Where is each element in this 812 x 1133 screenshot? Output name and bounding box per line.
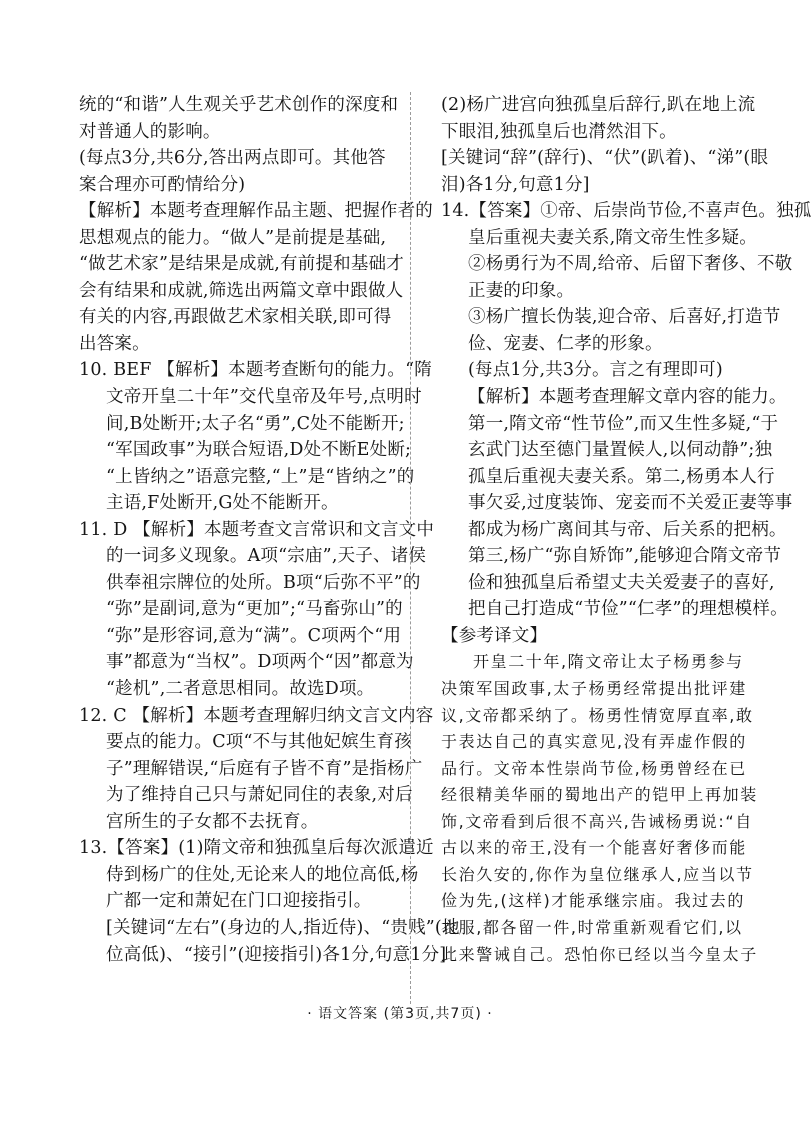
- keyword-line: [关键词“辞”(辞行)、“伏”(趴着)、“涕”(眼: [441, 148, 769, 169]
- translation-line: 古以来的帝王,没有一个能喜好奢侈而能: [441, 838, 747, 858]
- text-line: 对普通人的影响。: [79, 121, 221, 142]
- text-line: 出答案。: [79, 333, 150, 354]
- text-line: 俭和独孤皇后希望丈夫关爱妻子的喜好,: [468, 572, 775, 593]
- translation-line: 长治久安的,你作为皇位继承人,应当以节: [441, 864, 754, 884]
- text-line: 主语,F处断开,G处不能断开。: [106, 493, 339, 514]
- text-line: 间,B处断开;太子名“勇”,C处不能断开;: [106, 413, 405, 434]
- text-line: 第三,杨广“弥自矫饰”,能够迎合隋文帝节: [468, 546, 782, 567]
- text-line: 子”理解错误,“后庭有子皆不育”是指杨广: [106, 758, 423, 779]
- translation-line: 决策军国政事,太子杨勇经常提出批评建: [441, 679, 747, 699]
- question-10-line: 10. BEF 【解析】本题考查断句的能力。“隋: [79, 360, 432, 381]
- text-line: 宫所生的子女都不去抚育。: [106, 811, 319, 832]
- text-line: 统的“和谐”人生观关乎艺术创作的深度和: [79, 95, 399, 115]
- question-11-line: 11. D 【解析】本题考查文言常识和文言文中: [79, 519, 435, 540]
- text-line: 会有结果和成就,筛选出两篇文章中跟做人: [79, 280, 404, 301]
- keyword-line: 泪)各1分,句意1分]: [441, 174, 590, 195]
- text-line: 都成为杨广离间其与帝、后关系的把柄。: [468, 519, 787, 540]
- text-line: “趁机”,二者意思相同。故选D项。: [106, 679, 375, 700]
- question-12-line: 12. C 【解析】本题考查理解归纳文言文内容: [79, 705, 434, 726]
- translation-heading: 【参考译文】: [441, 625, 548, 646]
- translation-line: 议,文帝都采纳了。杨勇性情宽厚直率,敢: [441, 705, 754, 725]
- translation-line: 俭为先,(这样)才能承继宗庙。我过去的: [441, 891, 745, 911]
- column-divider: [410, 92, 411, 1004]
- text-line: 思想观点的能力。“做人”是前提是基础,: [79, 227, 387, 248]
- left-column: [79, 92, 460, 968]
- text-line: 的一词多义现象。A项“宗庙”,天子、诸侯: [106, 546, 427, 567]
- text-line: 把自己打造成“节俭”“仁孝”的理想模样。: [468, 599, 788, 620]
- text-line: 事欠妥,过度装饰、宠妾而不关爱正妻等事: [468, 493, 793, 514]
- text-line: “上皆纳之”语意完整,“上”是“皆纳之”的: [106, 466, 415, 487]
- analysis-line: 【解析】本题考查理解作品主题、把握作者的: [79, 201, 433, 222]
- text-line: 第一,隋文帝“性节俭”,而又生性多疑,“于: [468, 413, 779, 434]
- text-line: (每点3分,共6分,答出两点即可。其他答: [79, 148, 386, 169]
- translation-line: 开皇二十年,隋文帝让太子杨勇参与: [473, 652, 744, 672]
- text-line: 正妻的印象。: [468, 280, 575, 301]
- text-line: 供奉祖宗牌位的处所。B项“后弥不平”的: [106, 572, 421, 593]
- text-line: 皇后重视夫妻关系,隋文帝生性多疑。: [468, 227, 757, 248]
- text-line: 广都一定和萧妃在门口迎接指引。: [106, 891, 372, 912]
- text-line: 侍到杨广的住处,无论来人的地位高低,杨: [106, 864, 419, 885]
- text-line: “弥”是副词,意为“更加”;“马畜弥山”的: [106, 599, 403, 620]
- text-line: 玄武门达至德门量置候人,以伺动静”;独: [468, 440, 773, 461]
- text-line: 下眼泪,独孤皇后也潸然泪下。: [441, 121, 677, 142]
- text-line: “弥”是形容词,意为“满”。C项两个“用: [106, 625, 402, 646]
- translation-line: 经很精美华丽的蜀地出产的铠甲上再加装: [441, 785, 758, 805]
- text-line: 为了维持自己只与萧妃同住的表象,对后: [106, 785, 413, 806]
- keyword-line: [关键词“左右”(身边的人,指近侍)、“贵贱”(地: [106, 917, 460, 938]
- text-line: “军国政事”为联合短语,D处不断E处断;: [106, 440, 412, 461]
- text-line: 案合理亦可酌情给分): [79, 174, 246, 195]
- translation-line: 于表达自己的真实意见,没有弄虚作假的: [441, 732, 747, 752]
- text-line: 事”都意为“当权”。D项两个“因”都意为: [106, 652, 414, 673]
- translation-line: 品行。文帝本性崇尚节俭,杨勇曾经在已: [441, 758, 747, 778]
- text-line: 俭、宠妻、仁孝的形象。: [468, 333, 663, 354]
- text-line: 文帝开皇二十年”交代皇帝及年号,点明时: [106, 387, 422, 408]
- translation-line: 此来警诫自己。恐怕你已经以当今皇太子: [441, 944, 758, 964]
- translation-line: 衣服,都各留一件,时常重新观看它们,以: [441, 917, 743, 937]
- right-column: [441, 92, 812, 968]
- translation-line: 饰,文帝看到后很不高兴,告诫杨勇说:“自: [441, 811, 753, 831]
- question-14-line: 14.【答案】①帝、后崇尚节俭,不喜声色。独孤: [441, 201, 812, 222]
- text-line: ③杨广擅长伪装,迎合帝、后喜好,打造节: [468, 307, 781, 328]
- reference-translation: [441, 649, 763, 968]
- text-line: 要点的能力。C项“不与其他妃嫔生育孩: [106, 732, 412, 753]
- text-line: (每点1分,共3分。言之有理即可): [468, 360, 723, 381]
- keyword-line: 位高低)、“接引”(迎接指引)各1分,句意1分]: [106, 944, 447, 965]
- analysis-line: 【解析】本题考查理解文章内容的能力。: [468, 387, 787, 408]
- page-footer: · 语文答案 (第3页,共7页) ·: [307, 1006, 493, 1022]
- text-line: “做艺术家”是结果是成就,有前提和基础才: [79, 254, 404, 275]
- text-line: (2)杨广进宫向独孤皇后辞行,趴在地上流: [441, 95, 756, 115]
- text-line: 有关的内容,再跟做艺术家相关联,即可得: [79, 307, 392, 328]
- text-line: ②杨勇行为不周,给帝、后留下奢侈、不敬: [468, 254, 793, 275]
- text-line: 孤皇后重视夫妻关系。第二,杨勇本人行: [468, 466, 775, 487]
- question-13-line: 13.【答案】(1)隋文帝和独孤皇后每次派遣近: [79, 838, 434, 859]
